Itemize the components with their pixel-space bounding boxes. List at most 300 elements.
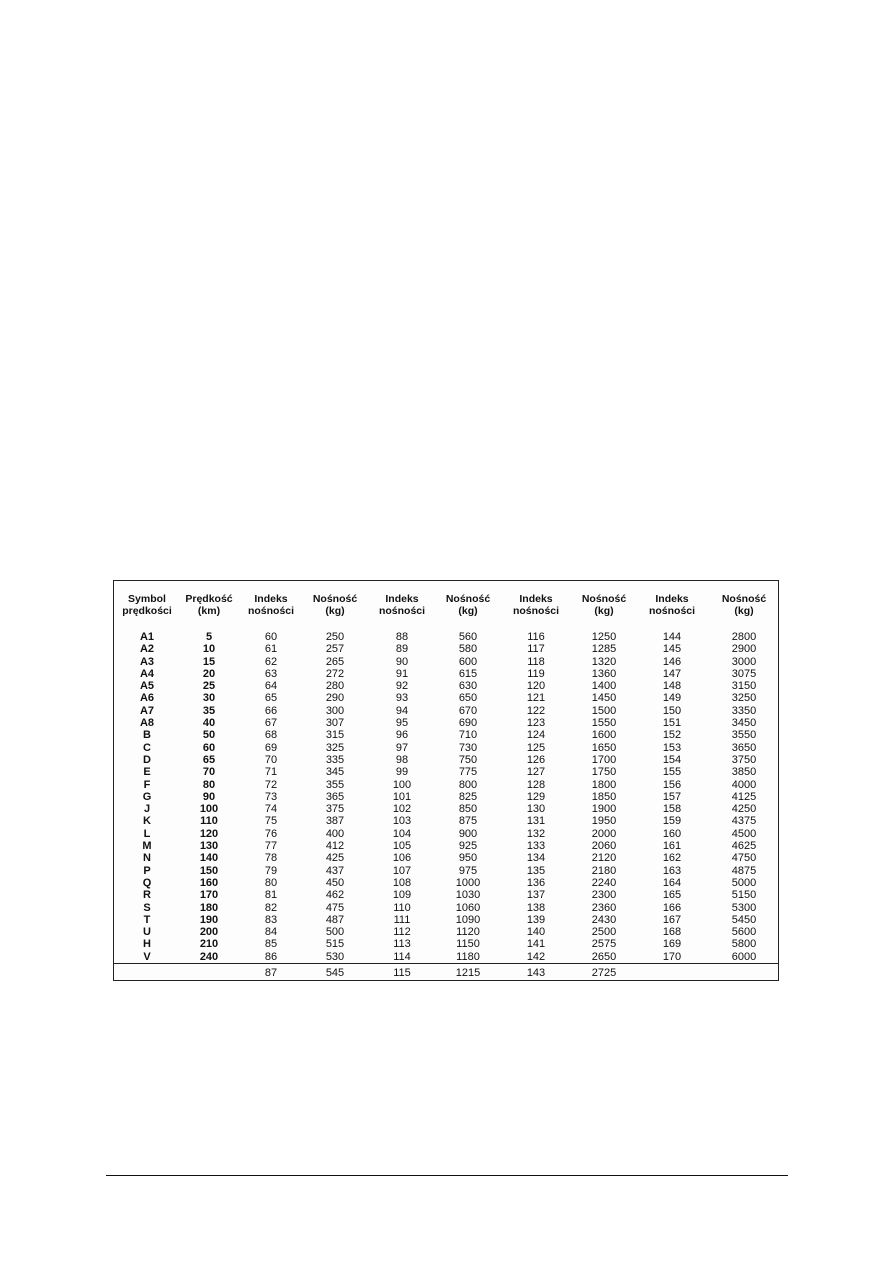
table-cell: 1700 bbox=[591, 753, 617, 766]
scanned-table-image bbox=[113, 580, 779, 981]
table-cell: 149 bbox=[662, 692, 682, 705]
table-cell: 5600 bbox=[731, 926, 757, 939]
table-cell: 462 bbox=[325, 889, 345, 902]
table-cell: 25 bbox=[202, 680, 216, 693]
table-cell: 142 bbox=[498, 951, 574, 964]
table-cell: 200 bbox=[199, 926, 219, 939]
table-cell: 425 bbox=[325, 852, 345, 865]
table-cell: 1950 bbox=[591, 815, 617, 828]
column-header-line: Nośność bbox=[581, 593, 627, 605]
table-cell: 91 bbox=[395, 667, 409, 680]
table-cell: 875 bbox=[458, 815, 478, 828]
table-row bbox=[114, 852, 778, 864]
table-cell: S bbox=[143, 901, 151, 914]
column-header-line: Prędkość bbox=[185, 593, 233, 605]
table-cell: 108 bbox=[392, 876, 412, 889]
table-cell: 155 bbox=[662, 766, 682, 779]
table-cell: 925 bbox=[458, 840, 478, 853]
table-cell: 950 bbox=[458, 852, 478, 865]
table-cell: 240 bbox=[180, 951, 238, 964]
column-header-line: Indeks bbox=[655, 593, 689, 605]
table-cell: 165 bbox=[662, 889, 682, 902]
table-cell: 118 bbox=[527, 655, 545, 668]
table-cell: 147 bbox=[662, 667, 682, 680]
table-cell: 130 bbox=[199, 840, 219, 853]
table-cell: 64 bbox=[264, 680, 278, 693]
table-cell: 79 bbox=[264, 864, 278, 877]
table-cell: 170 bbox=[634, 951, 710, 964]
table-cell: 98 bbox=[395, 753, 409, 766]
table-row bbox=[114, 766, 778, 778]
table-cell: 93 bbox=[395, 692, 409, 705]
table-cell: 76 bbox=[264, 827, 278, 840]
table-cell: 560 bbox=[458, 631, 478, 643]
table-cell: 144 bbox=[662, 631, 682, 643]
table-cell: 1090 bbox=[455, 913, 481, 926]
table-cell: 110 bbox=[200, 815, 218, 828]
column-header bbox=[366, 593, 438, 631]
table-cell: 153 bbox=[662, 741, 682, 754]
column-header-line: (kg) bbox=[325, 605, 345, 617]
table-cell: 35 bbox=[202, 704, 216, 717]
column-header bbox=[574, 593, 634, 631]
table-cell: 345 bbox=[325, 766, 345, 779]
table-cell: 116 bbox=[527, 631, 545, 643]
table-cell: 2120 bbox=[591, 852, 617, 865]
table-row bbox=[114, 754, 778, 766]
table-cell: A7 bbox=[139, 704, 155, 717]
table-cell: 30 bbox=[202, 692, 216, 705]
table-cell: 4625 bbox=[731, 840, 757, 853]
table-cell: 60 bbox=[264, 631, 278, 643]
table-cell bbox=[634, 964, 710, 980]
table-cell: 136 bbox=[526, 876, 546, 889]
table-cell: 3000 bbox=[731, 655, 757, 668]
table-cell: 4750 bbox=[731, 852, 757, 865]
table-cell: 280 bbox=[325, 680, 345, 693]
table-cell: 40 bbox=[202, 717, 216, 730]
table-row bbox=[114, 938, 778, 950]
table-cell: 1850 bbox=[591, 790, 617, 803]
table-cell: 159 bbox=[662, 815, 682, 828]
table-cell: 437 bbox=[325, 864, 345, 877]
table-cell: 90 bbox=[395, 655, 409, 668]
table-cell: 50 bbox=[202, 729, 216, 742]
column-header-line: nośności bbox=[247, 605, 295, 617]
table-cell: 4375 bbox=[731, 815, 757, 828]
table-cell: 1400 bbox=[591, 680, 617, 693]
table-cell: 3450 bbox=[731, 717, 757, 730]
table-cell: 72 bbox=[264, 778, 278, 791]
table-cell: 170 bbox=[199, 889, 219, 902]
column-header bbox=[238, 593, 304, 631]
table-cell: 2900 bbox=[731, 643, 757, 656]
table-cell: 119 bbox=[527, 667, 545, 680]
table-cell: B bbox=[143, 729, 151, 742]
table-cell: K bbox=[143, 815, 151, 828]
table-cell: 62 bbox=[264, 655, 278, 668]
column-header-line: Nośność bbox=[721, 593, 767, 605]
table-cell: 133 bbox=[526, 840, 546, 853]
column-header bbox=[498, 593, 574, 631]
table-cell: 156 bbox=[662, 778, 682, 791]
table-cell: E bbox=[143, 766, 151, 779]
table-cell: 125 bbox=[526, 741, 546, 754]
column-header-line: nośności bbox=[512, 605, 560, 617]
table-cell: T bbox=[143, 913, 151, 926]
table-cell: 5 bbox=[205, 631, 213, 643]
table-cell: 1900 bbox=[591, 803, 617, 816]
column-header bbox=[114, 593, 180, 631]
table-cell: 2725 bbox=[591, 967, 617, 980]
table-cell: 127 bbox=[526, 766, 546, 779]
table-row bbox=[114, 815, 778, 827]
table-cell: 3650 bbox=[731, 741, 757, 754]
table-cell: 2000 bbox=[591, 827, 617, 840]
column-header-line: (km) bbox=[197, 605, 221, 617]
table-cell: 3075 bbox=[731, 667, 757, 680]
table-cell: 300 bbox=[325, 704, 345, 717]
table-cell: 650 bbox=[458, 692, 478, 705]
table-row bbox=[114, 914, 778, 926]
table-cell: 78 bbox=[264, 852, 278, 865]
column-header-line: Indeks bbox=[385, 593, 419, 605]
table-cell: 210 bbox=[199, 938, 219, 951]
table-cell: 66 bbox=[264, 704, 278, 717]
table-cell: 10 bbox=[202, 643, 216, 656]
table-cell: 6000 bbox=[710, 951, 778, 964]
table-cell: 122 bbox=[526, 704, 546, 717]
table-cell: 132 bbox=[526, 827, 546, 840]
table-cell: 71 bbox=[264, 766, 278, 779]
table-cell: 475 bbox=[325, 901, 345, 914]
table-cell: 365 bbox=[325, 790, 345, 803]
table-cell: 73 bbox=[264, 790, 278, 803]
table-cell: A8 bbox=[139, 717, 155, 730]
table-row bbox=[114, 668, 778, 680]
table-cell: 515 bbox=[325, 938, 345, 951]
table-cell: 152 bbox=[662, 729, 682, 742]
table-cell: 150 bbox=[662, 704, 682, 717]
table-cell: 4000 bbox=[731, 778, 757, 791]
footer-rule bbox=[106, 1175, 788, 1176]
table-cell: 80 bbox=[202, 778, 216, 791]
table-cell: M bbox=[142, 840, 152, 853]
table-cell: U bbox=[143, 926, 151, 939]
table-cell: 102 bbox=[392, 803, 412, 816]
table-cell: 290 bbox=[325, 692, 345, 705]
table-cell: 130 bbox=[526, 803, 546, 816]
table-cell: 168 bbox=[662, 926, 682, 939]
table-cell: 3550 bbox=[731, 729, 757, 742]
table-cell: 167 bbox=[662, 913, 682, 926]
table-cell: 87 bbox=[264, 967, 278, 980]
table-cell bbox=[114, 964, 180, 980]
table-cell: 140 bbox=[199, 852, 219, 865]
column-header-line: (kg) bbox=[734, 605, 754, 617]
table-cell: 160 bbox=[199, 876, 219, 889]
table-cell: 121 bbox=[526, 692, 546, 705]
table-cell: 375 bbox=[325, 803, 345, 816]
table-cell: 315 bbox=[325, 729, 345, 742]
table-cell: 5800 bbox=[731, 938, 757, 951]
table-cell: 530 bbox=[304, 951, 366, 964]
table-cell: 1550 bbox=[591, 717, 617, 730]
table-cell: 101 bbox=[392, 790, 412, 803]
table-cell: 80 bbox=[264, 876, 278, 889]
table-cell: 113 bbox=[393, 938, 411, 951]
table-cell: 60 bbox=[202, 741, 216, 754]
table-cell: 100 bbox=[392, 778, 412, 791]
table-row bbox=[114, 779, 778, 791]
table-cell: 1800 bbox=[591, 778, 617, 791]
table-cell: 710 bbox=[458, 729, 478, 742]
table-cell: 112 bbox=[393, 926, 411, 939]
table-cell: 151 bbox=[662, 717, 682, 730]
table-cell: 900 bbox=[458, 827, 478, 840]
table-cell: 2650 bbox=[574, 951, 634, 964]
table-cell: 107 bbox=[392, 864, 412, 877]
table-cell: 20 bbox=[202, 667, 216, 680]
table-cell: 800 bbox=[458, 778, 478, 791]
table-cell: 150 bbox=[199, 864, 219, 877]
table-cell: 157 bbox=[662, 790, 682, 803]
table-cell: 162 bbox=[662, 852, 682, 865]
table-cell: 100 bbox=[199, 803, 219, 816]
table-cell: 131 bbox=[526, 815, 546, 828]
table-cell: 335 bbox=[325, 753, 345, 766]
table-cell: 690 bbox=[458, 717, 478, 730]
table-cell: 126 bbox=[526, 753, 546, 766]
table-cell: 137 bbox=[526, 889, 546, 902]
table-cell: 2575 bbox=[591, 938, 617, 951]
table-cell: 163 bbox=[662, 864, 682, 877]
table-cell: 82 bbox=[264, 901, 278, 914]
table-cell: 355 bbox=[325, 778, 345, 791]
table-cell: 1000 bbox=[455, 876, 481, 889]
table-cell: 2240 bbox=[591, 876, 617, 889]
table-cell: 128 bbox=[526, 778, 546, 791]
table-cell: 120 bbox=[526, 680, 546, 693]
table-row bbox=[114, 717, 778, 729]
column-header-line: (kg) bbox=[458, 605, 478, 617]
table-cell: 74 bbox=[264, 803, 278, 816]
table-cell: 450 bbox=[325, 876, 345, 889]
table-cell: 140 bbox=[526, 926, 546, 939]
table-row bbox=[114, 656, 778, 668]
table-cell: 1285 bbox=[591, 643, 617, 656]
table-cell: 145 bbox=[662, 643, 682, 656]
table-cell: 1750 bbox=[591, 766, 617, 779]
table-cell: 65 bbox=[202, 753, 216, 766]
table-cell: 139 bbox=[526, 913, 546, 926]
table-cell: 67 bbox=[264, 717, 278, 730]
table-cell: 3250 bbox=[731, 692, 757, 705]
table-cell: 69 bbox=[264, 741, 278, 754]
table-cell: P bbox=[143, 864, 151, 877]
table-cell: 97 bbox=[395, 741, 409, 754]
table-row bbox=[114, 631, 778, 643]
table-cell: 95 bbox=[395, 717, 409, 730]
table-cell: 257 bbox=[325, 643, 345, 656]
table-row bbox=[114, 643, 778, 655]
table-cell: 1180 bbox=[438, 951, 498, 964]
table-cell: 307 bbox=[325, 717, 345, 730]
table-cell: 105 bbox=[392, 840, 412, 853]
table-cell: 3850 bbox=[731, 766, 757, 779]
table-cell: 88 bbox=[395, 631, 409, 643]
table-cell: 154 bbox=[662, 753, 682, 766]
table-cell: 160 bbox=[662, 827, 682, 840]
table-row bbox=[114, 803, 778, 815]
table-cell: 2430 bbox=[591, 913, 617, 926]
table-cell: 166 bbox=[662, 901, 682, 914]
table-cell: 83 bbox=[264, 913, 278, 926]
column-header-line: Nośność bbox=[445, 593, 491, 605]
table-row bbox=[114, 964, 778, 980]
table-cell: 1650 bbox=[591, 741, 617, 754]
table-cell: 1600 bbox=[591, 729, 617, 742]
table-cell: A2 bbox=[139, 643, 155, 656]
table-cell: 1060 bbox=[455, 901, 481, 914]
table-cell: 143 bbox=[526, 967, 546, 980]
table-cell: 1320 bbox=[591, 655, 617, 668]
table-cell: 265 bbox=[325, 655, 345, 668]
table-cell: 2500 bbox=[591, 926, 617, 939]
table-cell: 169 bbox=[662, 938, 682, 951]
table-cell: J bbox=[143, 803, 151, 816]
table-cell: 825 bbox=[458, 790, 478, 803]
table-cell: 117 bbox=[527, 643, 545, 656]
table-cell: N bbox=[143, 852, 151, 865]
table-row bbox=[114, 902, 778, 914]
column-header bbox=[438, 593, 498, 631]
table-cell: 96 bbox=[395, 729, 409, 742]
table-cell: 15 bbox=[202, 655, 216, 668]
table-row bbox=[114, 742, 778, 754]
table-cell: 5300 bbox=[731, 901, 757, 914]
table-cell: 180 bbox=[199, 901, 219, 914]
table-cell: A3 bbox=[139, 655, 155, 668]
table-cell: 4500 bbox=[731, 827, 757, 840]
table-cell: 129 bbox=[526, 790, 546, 803]
table-cell: 120 bbox=[199, 827, 219, 840]
table-row bbox=[114, 889, 778, 901]
table-cell: 90 bbox=[202, 790, 216, 803]
table-cell: 138 bbox=[526, 901, 546, 914]
table-cell: 124 bbox=[526, 729, 546, 742]
table-cell: 161 bbox=[662, 840, 682, 853]
table-cell: 1360 bbox=[591, 667, 617, 680]
table-row bbox=[114, 680, 778, 692]
table-cell: 110 bbox=[393, 901, 411, 914]
table-row bbox=[114, 865, 778, 877]
table-cell: 85 bbox=[264, 938, 278, 951]
table-cell: 670 bbox=[458, 704, 478, 717]
table-row bbox=[114, 791, 778, 803]
table-cell: 775 bbox=[458, 766, 478, 779]
table-cell: 5150 bbox=[731, 889, 757, 902]
table-cell: 86 bbox=[238, 951, 304, 964]
table-cell: 545 bbox=[325, 967, 345, 980]
table-cell: 1120 bbox=[456, 926, 480, 939]
table-header-row bbox=[114, 593, 778, 631]
table-cell: 750 bbox=[458, 753, 478, 766]
column-header-line: Nośność bbox=[312, 593, 358, 605]
table-cell: 630 bbox=[458, 680, 478, 693]
table-cell: 975 bbox=[458, 864, 478, 877]
table-cell: 190 bbox=[199, 913, 219, 926]
table-cell: 412 bbox=[325, 840, 345, 853]
table-body bbox=[114, 631, 778, 979]
table-cell: 3150 bbox=[731, 680, 757, 693]
table-cell: 104 bbox=[392, 827, 412, 840]
table-cell: 94 bbox=[395, 704, 409, 717]
table-cell: V bbox=[114, 951, 180, 964]
table-cell: 1215 bbox=[455, 967, 481, 980]
table-cell: 3750 bbox=[731, 753, 757, 766]
column-header-line: (kg) bbox=[594, 605, 614, 617]
table-cell: 500 bbox=[325, 926, 345, 939]
table-cell: 2060 bbox=[591, 840, 617, 853]
table-row bbox=[114, 828, 778, 840]
table-cell: F bbox=[143, 778, 151, 791]
table-cell: 325 bbox=[325, 741, 345, 754]
column-header bbox=[634, 593, 710, 631]
table-cell: R bbox=[143, 889, 151, 902]
table-cell: 146 bbox=[662, 655, 682, 668]
table-cell: 387 bbox=[325, 815, 345, 828]
table-cell: 3350 bbox=[731, 704, 757, 717]
table-row bbox=[114, 877, 778, 889]
table-cell: 1150 bbox=[456, 938, 480, 951]
table-cell: 148 bbox=[662, 680, 682, 693]
table-cell: H bbox=[143, 938, 151, 951]
table-cell: 123 bbox=[526, 717, 546, 730]
table-row bbox=[114, 840, 778, 852]
table-cell bbox=[710, 964, 778, 980]
column-header-line: nośności bbox=[378, 605, 426, 617]
table-cell: A6 bbox=[139, 692, 155, 705]
table-cell: 77 bbox=[264, 840, 278, 853]
table-cell: 487 bbox=[325, 913, 345, 926]
table-cell: 2300 bbox=[591, 889, 617, 902]
table-cell: G bbox=[142, 790, 152, 803]
table-cell: 850 bbox=[458, 803, 478, 816]
table-row bbox=[114, 926, 778, 938]
table-cell: 114 bbox=[366, 951, 438, 964]
column-header bbox=[304, 593, 366, 631]
table-cell: A5 bbox=[139, 680, 155, 693]
table-cell: 4125 bbox=[731, 790, 757, 803]
table-row bbox=[114, 692, 778, 704]
table-cell: 164 bbox=[662, 876, 682, 889]
table-cell: 68 bbox=[264, 729, 278, 742]
table-cell: 1500 bbox=[591, 704, 617, 717]
table-cell: 1450 bbox=[591, 692, 617, 705]
table-cell: 272 bbox=[325, 667, 345, 680]
table-cell: 4250 bbox=[731, 803, 757, 816]
table-cell: 400 bbox=[325, 827, 345, 840]
table-cell: 580 bbox=[458, 643, 478, 656]
table-cell: 109 bbox=[392, 889, 412, 902]
table-cell: 115 bbox=[393, 967, 411, 980]
table-cell: 4875 bbox=[731, 864, 757, 877]
table-cell: 2800 bbox=[731, 631, 757, 643]
table-cell: 135 bbox=[526, 864, 546, 877]
table-cell: 81 bbox=[264, 889, 278, 902]
column-header-line: Symbol bbox=[128, 593, 166, 605]
